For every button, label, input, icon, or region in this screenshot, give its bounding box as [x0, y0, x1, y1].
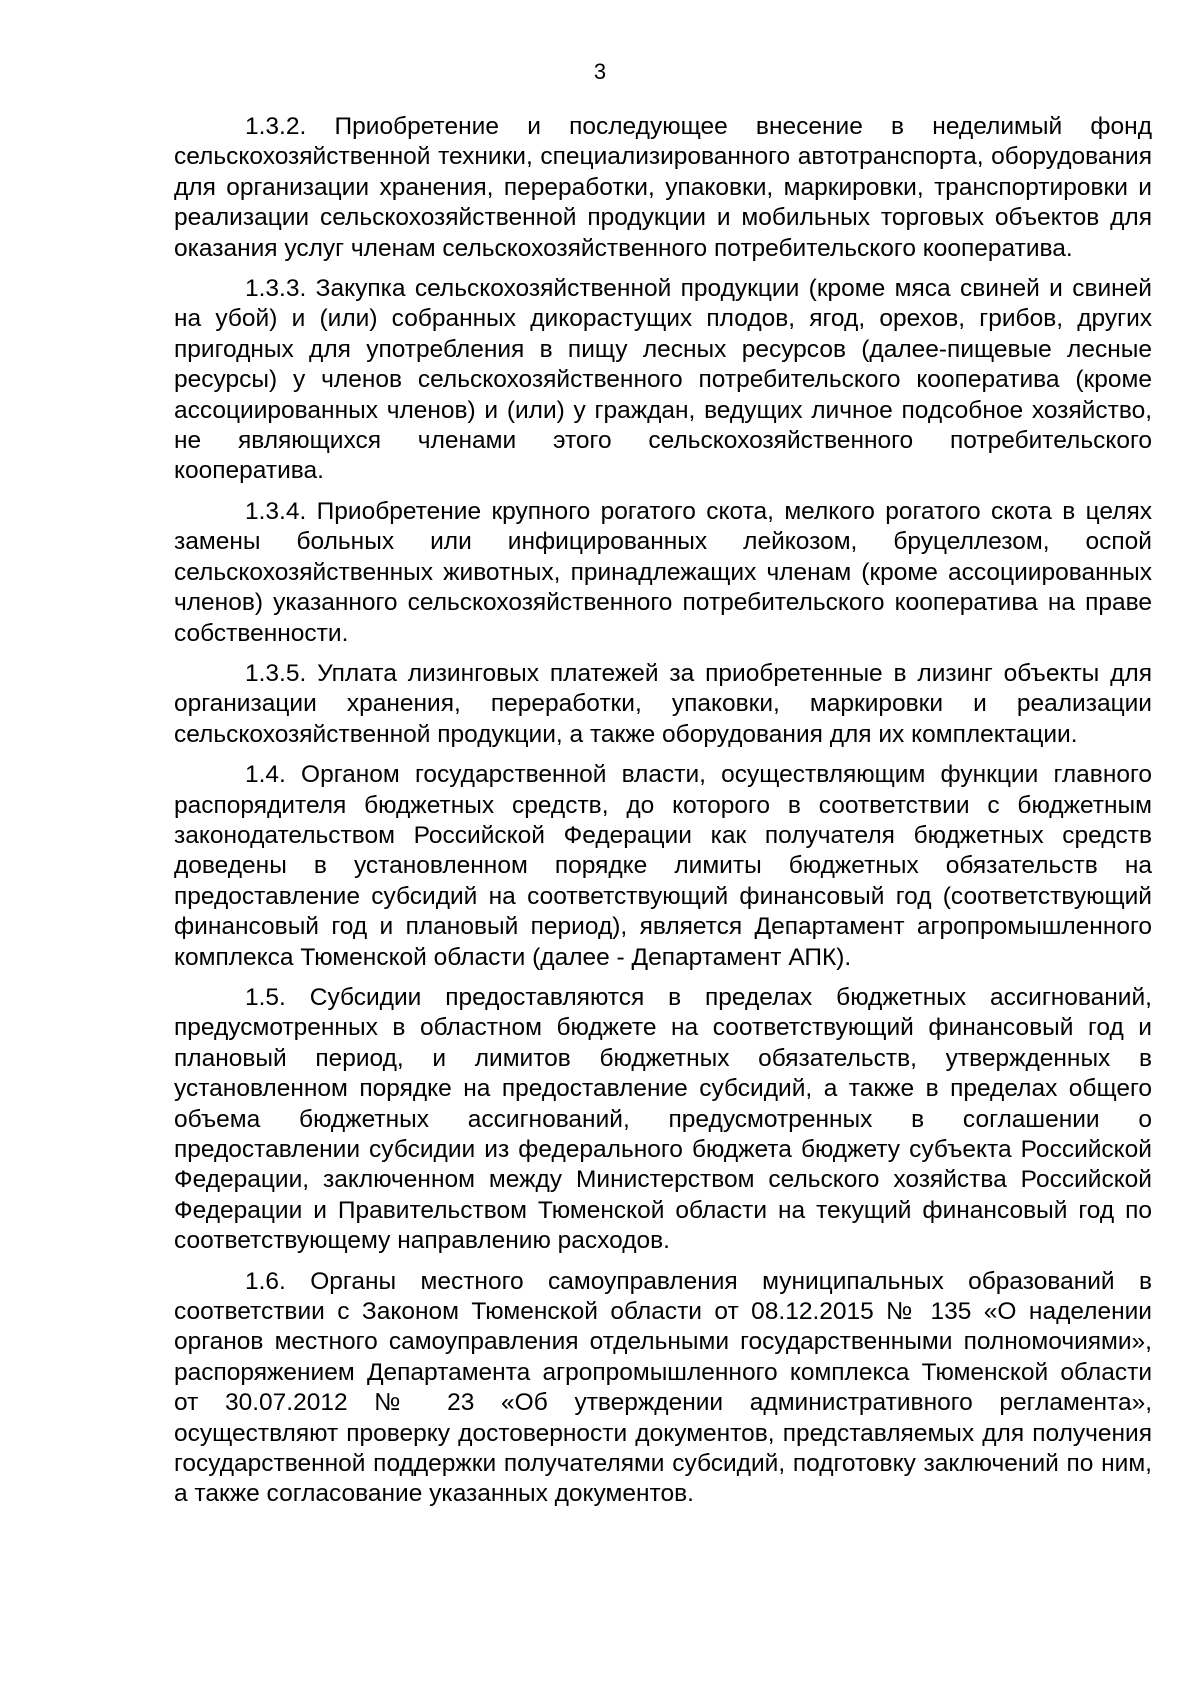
- paragraph-1-6: 1.6. Органы местного самоуправления муниципальных образований в соответствии с Законом Тюменской области от 08.12.2015 № 135 «О наделении органов местного самоуправления отдельными государственными полномочиями», распоряжением Департамента агропромышленного комплекса Тюменской области от 30.07.2012 № 23 «Об утверждении административного регламента», осуществляют проверку достоверности документов, представляемых для получения государственной поддержки получателями субсидий, подготовку заключений по ним, а также согласование указанных документов.: [174, 1267, 1152, 1508]
- paragraph-1-3-4: 1.3.4. Приобретение крупного рогатого скота, мелкого рогатого скота в целях замены больных или инфицированных лейкозом, бруцеллезом, оспой сельскохозяйственных животных, принадлежащих членам (кроме ассоциированных членов) указанного сельскохозяйственного потребительского кооператива на праве собственности.: [174, 497, 1152, 647]
- paragraph-1-3-5: 1.3.5. Уплата лизинговых платежей за приобретенные в лизинг объекты для организации хранения, переработки, упаковки, маркировки и реализации сельскохозяйственной продукции, а также оборудования для их комплектации.: [174, 659, 1152, 748]
- page-number: 3: [593, 59, 607, 84]
- paragraph-1-3-2: 1.3.2. Приобретение и последующее внесение в неделимый фонд сельскохозяйственной техники, специализированного автотранспорта, оборудования для организации хранения, переработки, упаковки, маркировки, транспортировки и реализации сельскохозяйственной продукции и мобильных торговых объектов для оказания услуг членам сельскохозяйственного потребительского кооператива.: [174, 113, 1152, 262]
- paragraph-1-5: 1.5. Субсидии предоставляются в пределах бюджетных ассигнований, предусмотренных в областном бюджете на соответствующий финансовый год и плановый период, и лимитов бюджетных обязательств, утвержденных в установленном порядке на предоставление субсидий, а также в пределах общего объема бюджетных ассигнований, предусмотренных в соглашении о предоставлении субсидии из федерального бюджета бюджету субъекта Российской Федерации, заключенном между Министерством сельского хозяйства Российской Федерации и Правительством Тюменской области на текущий финансовый год по соответствующему направлению расходов.: [174, 983, 1152, 1255]
- paragraph-1-3-3: 1.3.3. Закупка сельскохозяйственной продукции (кроме мяса свиней и свиней на убой) и (или) собранных дикорастущих плодов, ягод, орехов, грибов, других пригодных для употребления в пищу лесных ресурсов (далее-пищевые лесные ресурсы) у членов сельскохозяйственного потребительского кооператива (кроме ассоциированных членов) и (или) у граждан, ведущих личное подсобное хозяйство, не являющихся членами этого сельскохозяйственного потребительского кооператива.: [174, 275, 1152, 485]
- document-body: [174, 112, 1152, 1520]
- paragraph-1-4: 1.4. Органом государственной власти, осуществляющим функции главного распорядителя бюджетных средств, до которого в соответствии с бюджетным законодательством Российской Федерации как получателя бюджетных средств доведены в установленном порядке лимиты бюджетных обязательств на предоставление субсидий на соответствующий финансовый год (соответствующий финансовый год и плановый период), является Департамент агропромышленного комплекса Тюменской области (далее - Департамент АПК).: [174, 761, 1152, 971]
